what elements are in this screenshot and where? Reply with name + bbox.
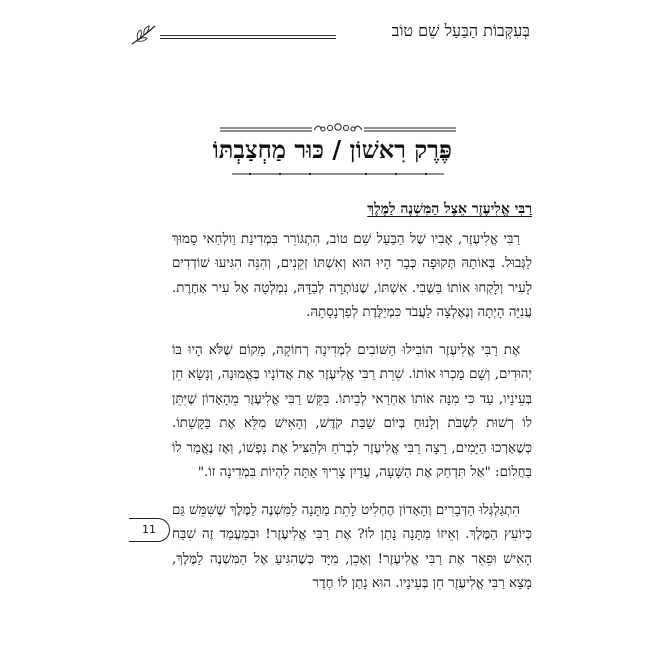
page-body: [172, 197, 532, 610]
paragraph: רַבִּי אֱלִיעֶזֶר, אָבִיו שֶׁל הַבַּעַל שֵׁם טוֹב, הִתְגּוֹרֵר בִּמְדִינַת וַולְחַאי סָמוּךְ לַגְּבוּל. בְּאוֹתָהּ תְּקוּפָה כְּבָר הָיוּ הוּא וְאִשְׁתּוֹ זְקֵנִים, וְהִנֵּה הִגִּיעוּ שׁוֹדְדִים לָעִיר וְלָקְחוּ אוֹתוֹ בַּשֶּׁבִי. אִשְׁתּוֹ, שֶׁנּוֹתְרָה לְבַדָּהּ, נִמְלְטָה אֶל עִיר אַחֶרֶת. עֲנִיָּה הָיְתָה וְנֶאֶלְצָה לַעֲבֹד כִּמְיַלֶּדֶת לְפַרְנָסָתָהּ.: [172, 231, 532, 320]
flourish-ornament-icon: [314, 124, 362, 131]
page-number: 11: [129, 518, 170, 542]
section-heading: רַבִּי אֱלִיעֶזֶר אֵצֶל הַמִּשְׁנֶה לַמֶּלֶךְ: [367, 201, 532, 217]
running-header: [128, 20, 530, 50]
leaf-ornament-icon: [128, 22, 158, 48]
header-rule: [160, 35, 336, 39]
chapter-title: פֶּרֶק רִאשׁוֹן / כּוּר מַחְצַבְתּוֹ: [212, 135, 452, 164]
paragraph: הִתְגַּלְגְּלוּ הַדְּבָרִים וְהָאָדוֹן הֶחְלִיט לָתֵת מַתָּנָה לַמִּשְׁנֶה לַמֶּלֶךְ שֶׁשִּׁמֵּשׁ גַּם כְּיוֹעֵץ הַמֶּלֶךְ. וְאֵיזוֹ מַתָּנָה נָתַן לוֹ? אֶת רַבִּי אֱלִיעֶזֶר! וּבְמַעֲמַד זֶה שִׁבַּח הָאִישׁ וּפֵאֵר אֶת רַבִּי אֱלִיעֶזֶר! וְאָכֵן, מִיָּד כְּשֶׁהִגִּיעַ אֶל הַמִּשְׁנֶה לַמֶּלֶךְ, מָצָא רַבִּי אֱלִיעֶזֶר חֵן בְּעֵינָיו. הוּא נָתַן לוֹ חֶדֶר: [172, 502, 532, 591]
running-header-title: בְּעִקְּבוֹת הַבַּעַל שֵׁם טוֹב: [391, 21, 530, 40]
paragraph: אֶת רַבִּי אֱלִיעֶזֶר הוֹבִילוּ הַשּׁוֹבִים לִמְדִינָה רְחוֹקָה, מָקוֹם שֶׁלֹּא הָיוּ בּוֹ יְהוּדִים, וְשָׁם מָכְרוּ אוֹתוֹ. שֵׁרֵת רַבִּי אֱלִיעֶזֶר אֶת אֲדוֹנָיו בֶּאֱמוּנָה, וְנָשָׂא חֵן בְּעֵינָיו, עַד כִּי מִנָּה אוֹתוֹ אַחְרַאי לְבֵיתוֹ. בִּקֵּשׁ רַבִּי אֱלִיעֶזֶר מֵהָאָדוֹן שֶׁיִּתֵּן לוֹ רְשׁוּת לִשְׁבֹּת וְלָנוּחַ בְּיוֹם שַׁבַּת קֹדֶשׁ, וְהָאִישׁ מִלֵּא אֶת בַּקָּשָׁתוֹ. כְּשֶׁאָרְכוּ הַיָּמִים, רָצָה רַבִּי אֱלִיעֶזֶר לִבְרֹחַ וּלְהַצִּיל אֶת נַפְשׁוֹ, וְאָז נֶאֱמַר לוֹ בַּחֲלוֹם: "אַל תִּדְחַק אֶת הַשָּׁעָה, עֲדַיִן צָרִיךְ אַתָּה לִהְיוֹת בִּמְדִינָה זוֹ.": [172, 342, 532, 480]
